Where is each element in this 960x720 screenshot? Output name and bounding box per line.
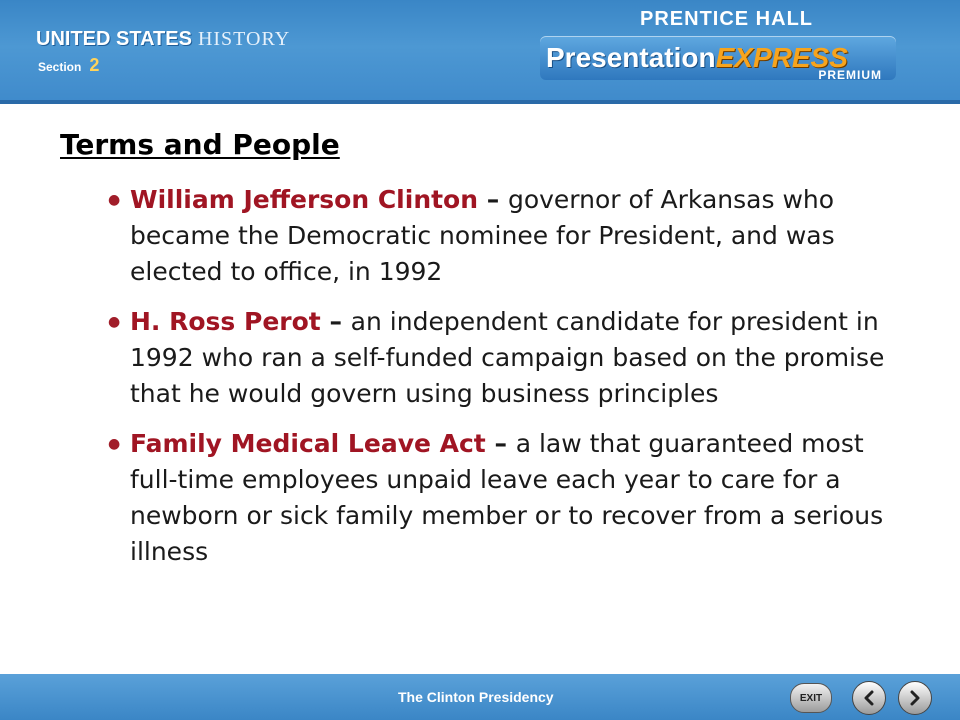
- footer-bar: [0, 674, 960, 720]
- term-dash: –: [485, 429, 516, 458]
- term-dash: –: [320, 307, 351, 336]
- term-name: Family Medical Leave Act: [130, 429, 486, 458]
- slide-heading: Terms and People: [60, 128, 340, 161]
- bullet-icon: ●: [108, 436, 121, 452]
- previous-slide-button[interactable]: [852, 681, 886, 715]
- brand-title-light: HISTORY: [197, 28, 291, 50]
- next-slide-button[interactable]: [898, 681, 932, 715]
- term-definition: governor of Arkansas who became the Democratic nominee for President, and was elected to office, in 1992: [130, 185, 835, 286]
- term-item: [104, 304, 904, 412]
- logo-product-main: Presentation: [546, 42, 716, 73]
- chevron-right-icon: [907, 690, 923, 706]
- brand-title-bold: UNITED STATES: [36, 28, 192, 50]
- term-definition: an independent candidate for president in 1992 who ran a self-funded campaign based on the promise that he would govern using business principles: [130, 307, 885, 408]
- terms-list: [104, 182, 904, 584]
- bullet-icon: ●: [108, 314, 121, 330]
- brand: [36, 28, 290, 76]
- term-item: [104, 182, 904, 290]
- logo-publisher: PRENTICE HALL: [640, 8, 813, 30]
- term-dash: –: [478, 185, 508, 214]
- section-indicator: [38, 55, 290, 76]
- section-number: 2: [89, 55, 100, 75]
- exit-button[interactable]: EXIT: [790, 683, 832, 713]
- term-item: [104, 426, 904, 570]
- presentation-express-logo: [540, 6, 900, 94]
- logo-product-express: EXPRESS: [715, 42, 848, 73]
- term-name: William Jefferson Clinton: [130, 185, 479, 214]
- term-definition: a law that guaranteed most full-time employees unpaid leave each year to care for a newborn or sick family member or to recover from a serious illness: [130, 429, 884, 566]
- header-banner: [0, 0, 960, 104]
- logo-premium: PREMIUM: [818, 68, 882, 82]
- term-name: H. Ross Perot: [130, 307, 321, 336]
- brand-title: [36, 28, 290, 51]
- chevron-left-icon: [861, 690, 877, 706]
- section-label: Section: [38, 60, 82, 74]
- logo-product: [546, 42, 848, 74]
- bullet-icon: ●: [108, 192, 121, 208]
- chapter-title: The Clinton Presidency: [398, 689, 554, 705]
